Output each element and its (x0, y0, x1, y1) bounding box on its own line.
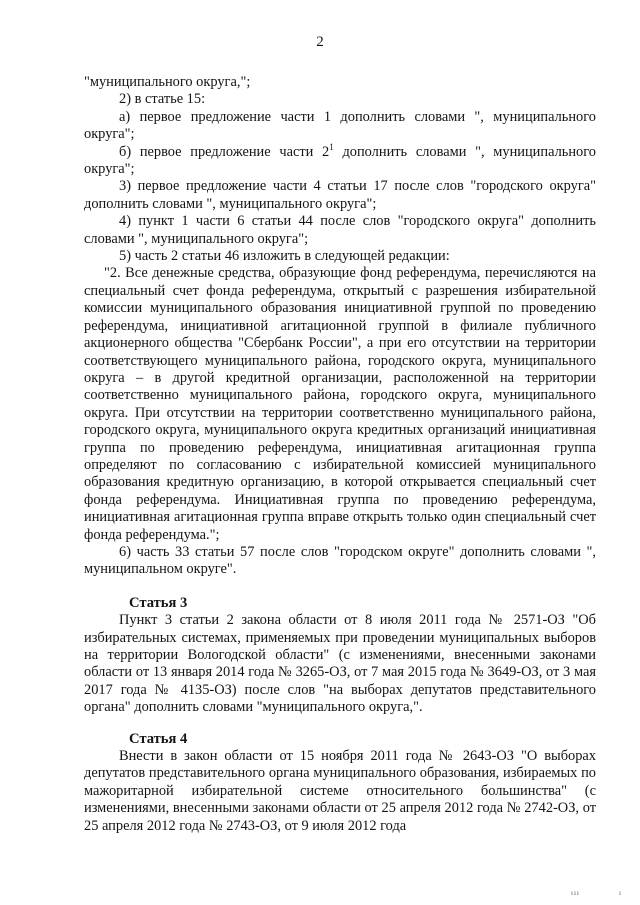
page-number: 2 (316, 34, 324, 50)
paragraph-text: б) первое предложение части 2 (119, 143, 330, 160)
paragraph-p8: "2. Все денежные средства, образующие фонд референдума, перечисляются на специальный счет фонда референдума, открытый с разрешения избирательной комиссии муниципального образования инициативной группой по проведению референдума, инициативной агитационной группой в филиале публичного акционерного общества "Сбербанк России", а при его отсутствии на территории соответствующего муниципального района, городского округа, муниципального округа – в другой кредитной организации, расположенной на территории соответственно муниципального района, городского округа, муниципального округа. При отсутствии на территории соответственно муниципального района, городского округа, муниципального округа кредитных организаций инициативная группа по проведению референдума, инициативная агитационная группа определяют по согласованию с избирательной комиссией муниципального образования кредитную организацию, в которой открывается специальный счет фонда референдума. Инициативная группа по проведению референдума, инициативная агитационная группа вправе открыть только один специальный счет фонда референдума."; (84, 265, 596, 543)
paragraph-p5: 3) первое предложение части 4 статьи 17 после слов "городского округа" дополнить словами ", муниципального округа"; (84, 178, 596, 212)
amendments-list (84, 74, 596, 579)
document-body (84, 74, 596, 835)
paragraph-p3: а) первое предложение части 1 дополнить словами ", муниципального округа"; (84, 108, 596, 143)
superscript: 1 (329, 141, 334, 152)
article-4-text: Внести в закон области от 15 ноября 2011 года № 2643-ОЗ "О выборах депутатов представительного органа муниципального образования, избираемых по мажоритарной избирательной системе относительного большинства" (с изменениями, внесенными законами области от 25 апреля 2012 года № 2742-ОЗ, от 25 апреля 2012 года № 2743-ОЗ, от 9 июля 2012 года (84, 748, 596, 834)
article-3-title: Статья 3 (129, 594, 188, 611)
paragraph-p9: 6) часть 33 статьи 57 после слов "городском округе" дополнить словами ", муниципальном округе". (84, 543, 596, 578)
paragraph-p4 (84, 141, 596, 179)
article-4-title: Статья 4 (129, 730, 188, 747)
footer-mark-left: ııı (571, 889, 580, 897)
article-3-text: Пункт 3 статьи 2 закона области от 8 июля 2011 года № 2571-ОЗ "Об избирательных системах, применяемых при проведении муниципальных выборов на территории Вологодской области" (с изменениями, внесенными законами области от 13 января 2014 года № 3265-ОЗ, от 7 мая 2015 года № 3649-ОЗ, от 3 мая 2017 года № 4135-ОЗ) после слов "на выборах депутатов представительного органа" дополнить словами "муниципального округа,". (84, 612, 596, 716)
paragraph-p1: "муниципального округа,"; (84, 74, 251, 90)
paragraph-p7: 5) часть 2 статьи 46 изложить в следующей редакции: (119, 248, 450, 265)
footer-mark-right: ı (619, 889, 622, 897)
paragraph-text: дополнить словами ", муниципального округа"; (84, 143, 596, 178)
paragraph-p6: 4) пункт 1 части 6 статьи 44 после слов "городского округа" дополнить словами ", муниципального округа"; (84, 213, 596, 247)
paragraph-p2: 2) в статье 15: (119, 91, 206, 108)
